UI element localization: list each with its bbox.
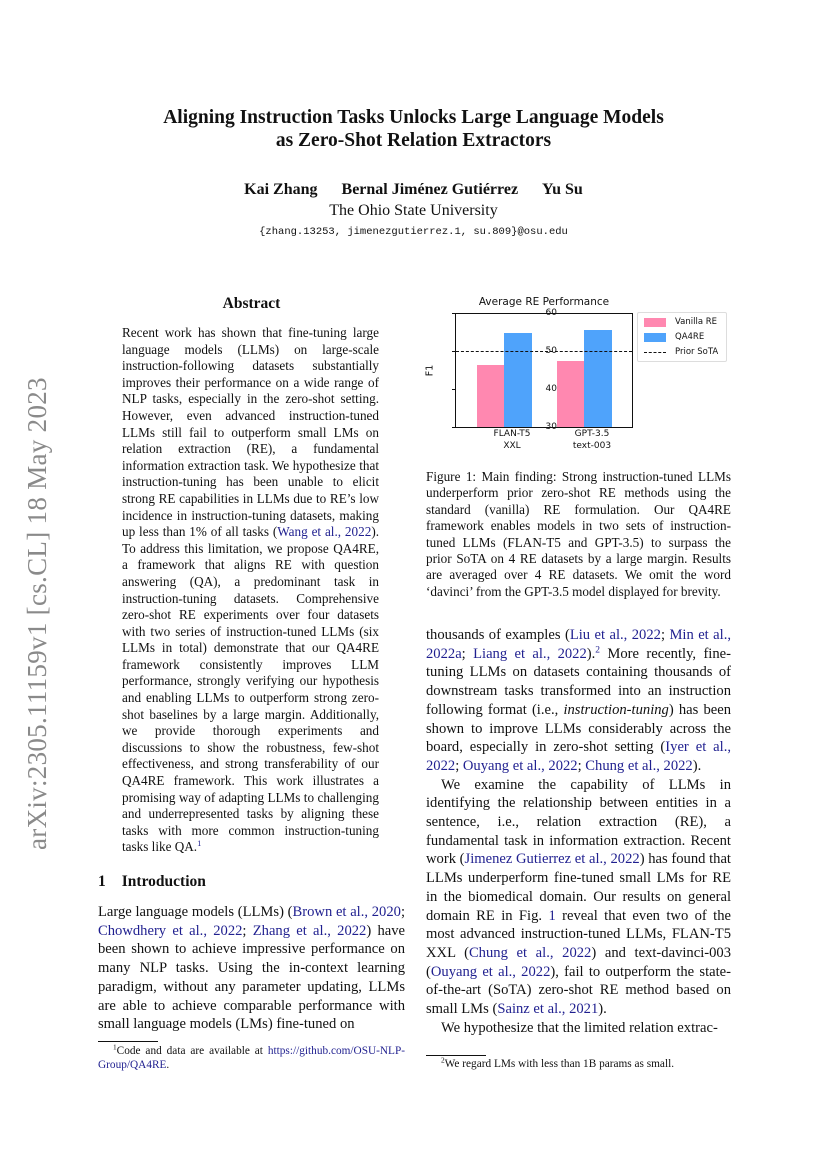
prior-sota-line [456,351,632,352]
y-tick-60: 60 [545,308,557,318]
title-line-1: Aligning Instruction Tasks Unlocks Large Language Models [163,107,664,128]
y-tick-40: 40 [545,384,557,394]
citation-chowdhery-2022[interactable]: Chowdhery et al., 2022 [98,922,243,939]
text: ; [461,645,474,662]
text: ; [577,757,586,774]
footnote-rule [426,1055,486,1056]
authors [0,181,827,199]
text: reveal that even two of the most advanced instruction-tuned LLMs, FLAN-T5 XXL ( [426,907,732,961]
citation-iyer-2022[interactable]: Iyer et al., 2022 [426,739,732,774]
intro-paragraph-3: We hypothesize that the limited relation extrac- [441,1019,718,1036]
legend-label: QA4RE [675,332,705,342]
text: ). [586,645,596,662]
citation-chung-2022[interactable]: Chung et al., 2022 [585,757,693,774]
chart-title: Average RE Performance [478,296,610,308]
intro-right-column [426,626,731,1037]
section-number: 1 [98,873,106,890]
x-tick-line: text-003 [572,440,612,451]
italic-term: instruction-tuning [563,701,669,718]
y-tick-30: 30 [545,422,557,432]
chart-legend [637,312,727,362]
section-heading-introduction [98,873,206,891]
author-2: Bernal Jiménez Gutiérrez [341,181,519,198]
author-1: Kai Zhang [244,181,318,198]
figure-1-ref[interactable]: 1 [548,907,556,924]
affiliation: The Ohio State University [329,202,498,219]
text: ). [692,757,702,774]
x-tick-line: FLAN-T5 [493,429,531,439]
x-tick-flan-t5 [482,429,542,452]
plot-area [455,313,633,428]
bar-vanilla-flan-t5 [477,365,504,427]
y-tick-50: 50 [545,346,557,356]
text: ), fail to outperform the state-of-the-art (SoTA) zero-shot RE method based on small LMs ( [426,963,731,1018]
text: ; [242,922,253,939]
x-tick-gpt35 [562,429,622,452]
citation-liang-2022[interactable]: Liang et al., 2022 [473,645,587,662]
legend-item-vanilla [644,316,717,328]
text: ) and text-davinci-003 ( [426,944,731,980]
footnote-1-mark: 1 [113,1042,117,1052]
y-axis-label: F1 [424,364,436,377]
citation-ouyang-2022[interactable]: Ouyang et al., 2022 [462,757,578,774]
abstract-body [122,325,379,856]
figure-1-chart [420,290,740,465]
abstract-heading: Abstract [222,295,281,312]
legend-swatch-vanilla [644,318,666,327]
intro-paragraph-1-left [98,903,405,1033]
citation-min-2022a[interactable]: Min et al., 2022a [426,627,731,662]
legend-dash-line [644,352,666,353]
citation-liu-2022[interactable]: Liu et al., 2022 [569,627,661,643]
text: ) has found that LLMs underperform fine-tuned small LMs for RE in the biomedical domain. Our results on general domain RE in Fig. [426,851,731,924]
legend-label: Vanilla RE [675,317,718,327]
section-title: Introduction [121,873,206,890]
text: ) has been shown to improve LLMs considerably across the board, especially in zero-shot setting ( [426,701,731,756]
footnote-2-mark: 2 [441,1055,445,1065]
intro-paragraph-2 [426,776,731,1019]
citation-zhang-2022[interactable]: Zhang et al., 2022 [252,922,367,939]
text: ) have been shown to achieve impressive performance on many NLP tasks. Using the in-context learning paradigm, without any parameter updating, LLMs are able to achieve comparable performance with small language models (LMs) fine-tuned on [98,922,405,1033]
footnote-1-text: Code and data are available at [116,1045,268,1057]
footnote-2-text: We regard LMs with less than 1B params as small. [444,1058,675,1070]
intro-paragraph-1-cont [426,626,731,776]
text: ). [598,1001,607,1018]
arxiv-stamp: arXiv:2305.11159v1 [cs.CL] 18 May 2023 [22,377,52,850]
footnote-1 [98,1042,405,1072]
footnote-rule [98,1041,158,1042]
citation-chung-2022[interactable]: Chung et al., 2022 [468,944,592,961]
x-tick-line: XXL [503,440,521,451]
github-link[interactable]: https://github.com/OSU-NLP-Group/QA4RE [98,1045,405,1071]
author-emails: {zhang.13253, jimenezgutierrez.1, su.809}@osu.edu [259,226,568,238]
text: We examine the capability of LLMs in identifying the relationship between entities in a sentence, i.e., relation extraction (RE), a fundamental task in information extraction. Recent work ( [426,776,731,868]
abstract-text-2: ). To address this limitation, we propose QA4RE, a framework that aligns RE with question answering (QA), a predominant task in instruction-tuning datasets. Comprehensive zero-shot RE experiments over four datasets with two series of instruction-tuned LLMs (six LLMs in total) demonstrate that our QA4RE framework consistently improves LLM performance, strongly verifying our hypothesis and enabling LLMs to outperform strong zero-shot baselines by a large margin. Additionally, we provide thorough experiments and discussions to show the robustness, few-shot effectiveness, and strong transferability of our QA4RE framework. This work illustrates a promising way of adapting LLMs to challenging and underrepresented tasks by aligning these tasks with more common instruction-tuning tasks like QA. [122,524,380,855]
footnote-1-link[interactable]: 1 [197,838,202,849]
author-3: Yu Su [542,181,583,198]
abstract-text-1: Recent work has shown that fine-tuning large language models (LLMs) on large-scale instruction-following datasets substantially improves their performance on a wide range of NLP tasks, especially in the zero-shot setting. However, even advanced instruction-tuned LLMs still fail to outperform small LMs on relation extraction (RE), a fundamental information extraction task. We hypothesize that instruction-tuning has been unable to elicit strong RE capabilities in LLMs due to RE’s low incidence in instruction-tuning datasets, making up less than 1% of all tasks ( [122,325,379,540]
bar-vanilla-gpt35 [557,361,584,427]
text: . [166,1058,170,1071]
footnote-2-link[interactable]: 2 [595,645,601,656]
x-tick-line: GPT-3.5 [574,429,610,439]
bar-qa4re-gpt35 [584,330,612,427]
citation-sainz-2021[interactable]: Sainz et al., 2021 [497,1001,599,1018]
text: Large language models (LLMs) ( [98,904,293,920]
title-line-2: as Zero-Shot Relation Extractors [275,130,552,151]
paper-title [0,106,827,152]
legend-item-qa4re [644,331,704,343]
figure-1-caption: Figure 1: Main finding: Strong instruction-tuned LLMs underperform prior zero-shot RE methods using the standard (vanilla) RE formulation. Our QA4RE framework enables models in two sets of instruction-tuned LLMs (FLAN-T5 and GPT-3.5) to surpass the prior SoTA on 4 RE datasets by a large margin. Results are averaged over 4 RE datasets. We omit the word ‘davinci’ from the GPT-3.5 model displayed for brevity. [426,469,731,599]
legend-item-prior-sota [644,346,718,358]
text: ; [400,904,405,920]
citation-jimenez-gutierrez-2022[interactable]: Jimenez Gutierrez et al., 2022 [464,851,640,868]
text: More recently, fine-tuning LLMs on datasets containing thousands of downstream tasks transformed into an instruction following format (i.e., [426,645,731,718]
text: ; [455,757,463,774]
citation-ouyang-2022[interactable]: Ouyang et al., 2022 [430,963,551,980]
text: thousands of examples ( [426,627,570,643]
legend-swatch-qa4re [644,333,666,342]
legend-label: Prior SoTA [675,347,719,357]
text: ; [660,627,670,643]
citation-brown-2020[interactable]: Brown et al., 2020 [292,904,401,920]
citation-wang-2022[interactable]: Wang et al., 2022 [277,524,372,540]
footnote-2 [426,1055,731,1072]
bar-qa4re-flan-t5 [504,333,532,427]
